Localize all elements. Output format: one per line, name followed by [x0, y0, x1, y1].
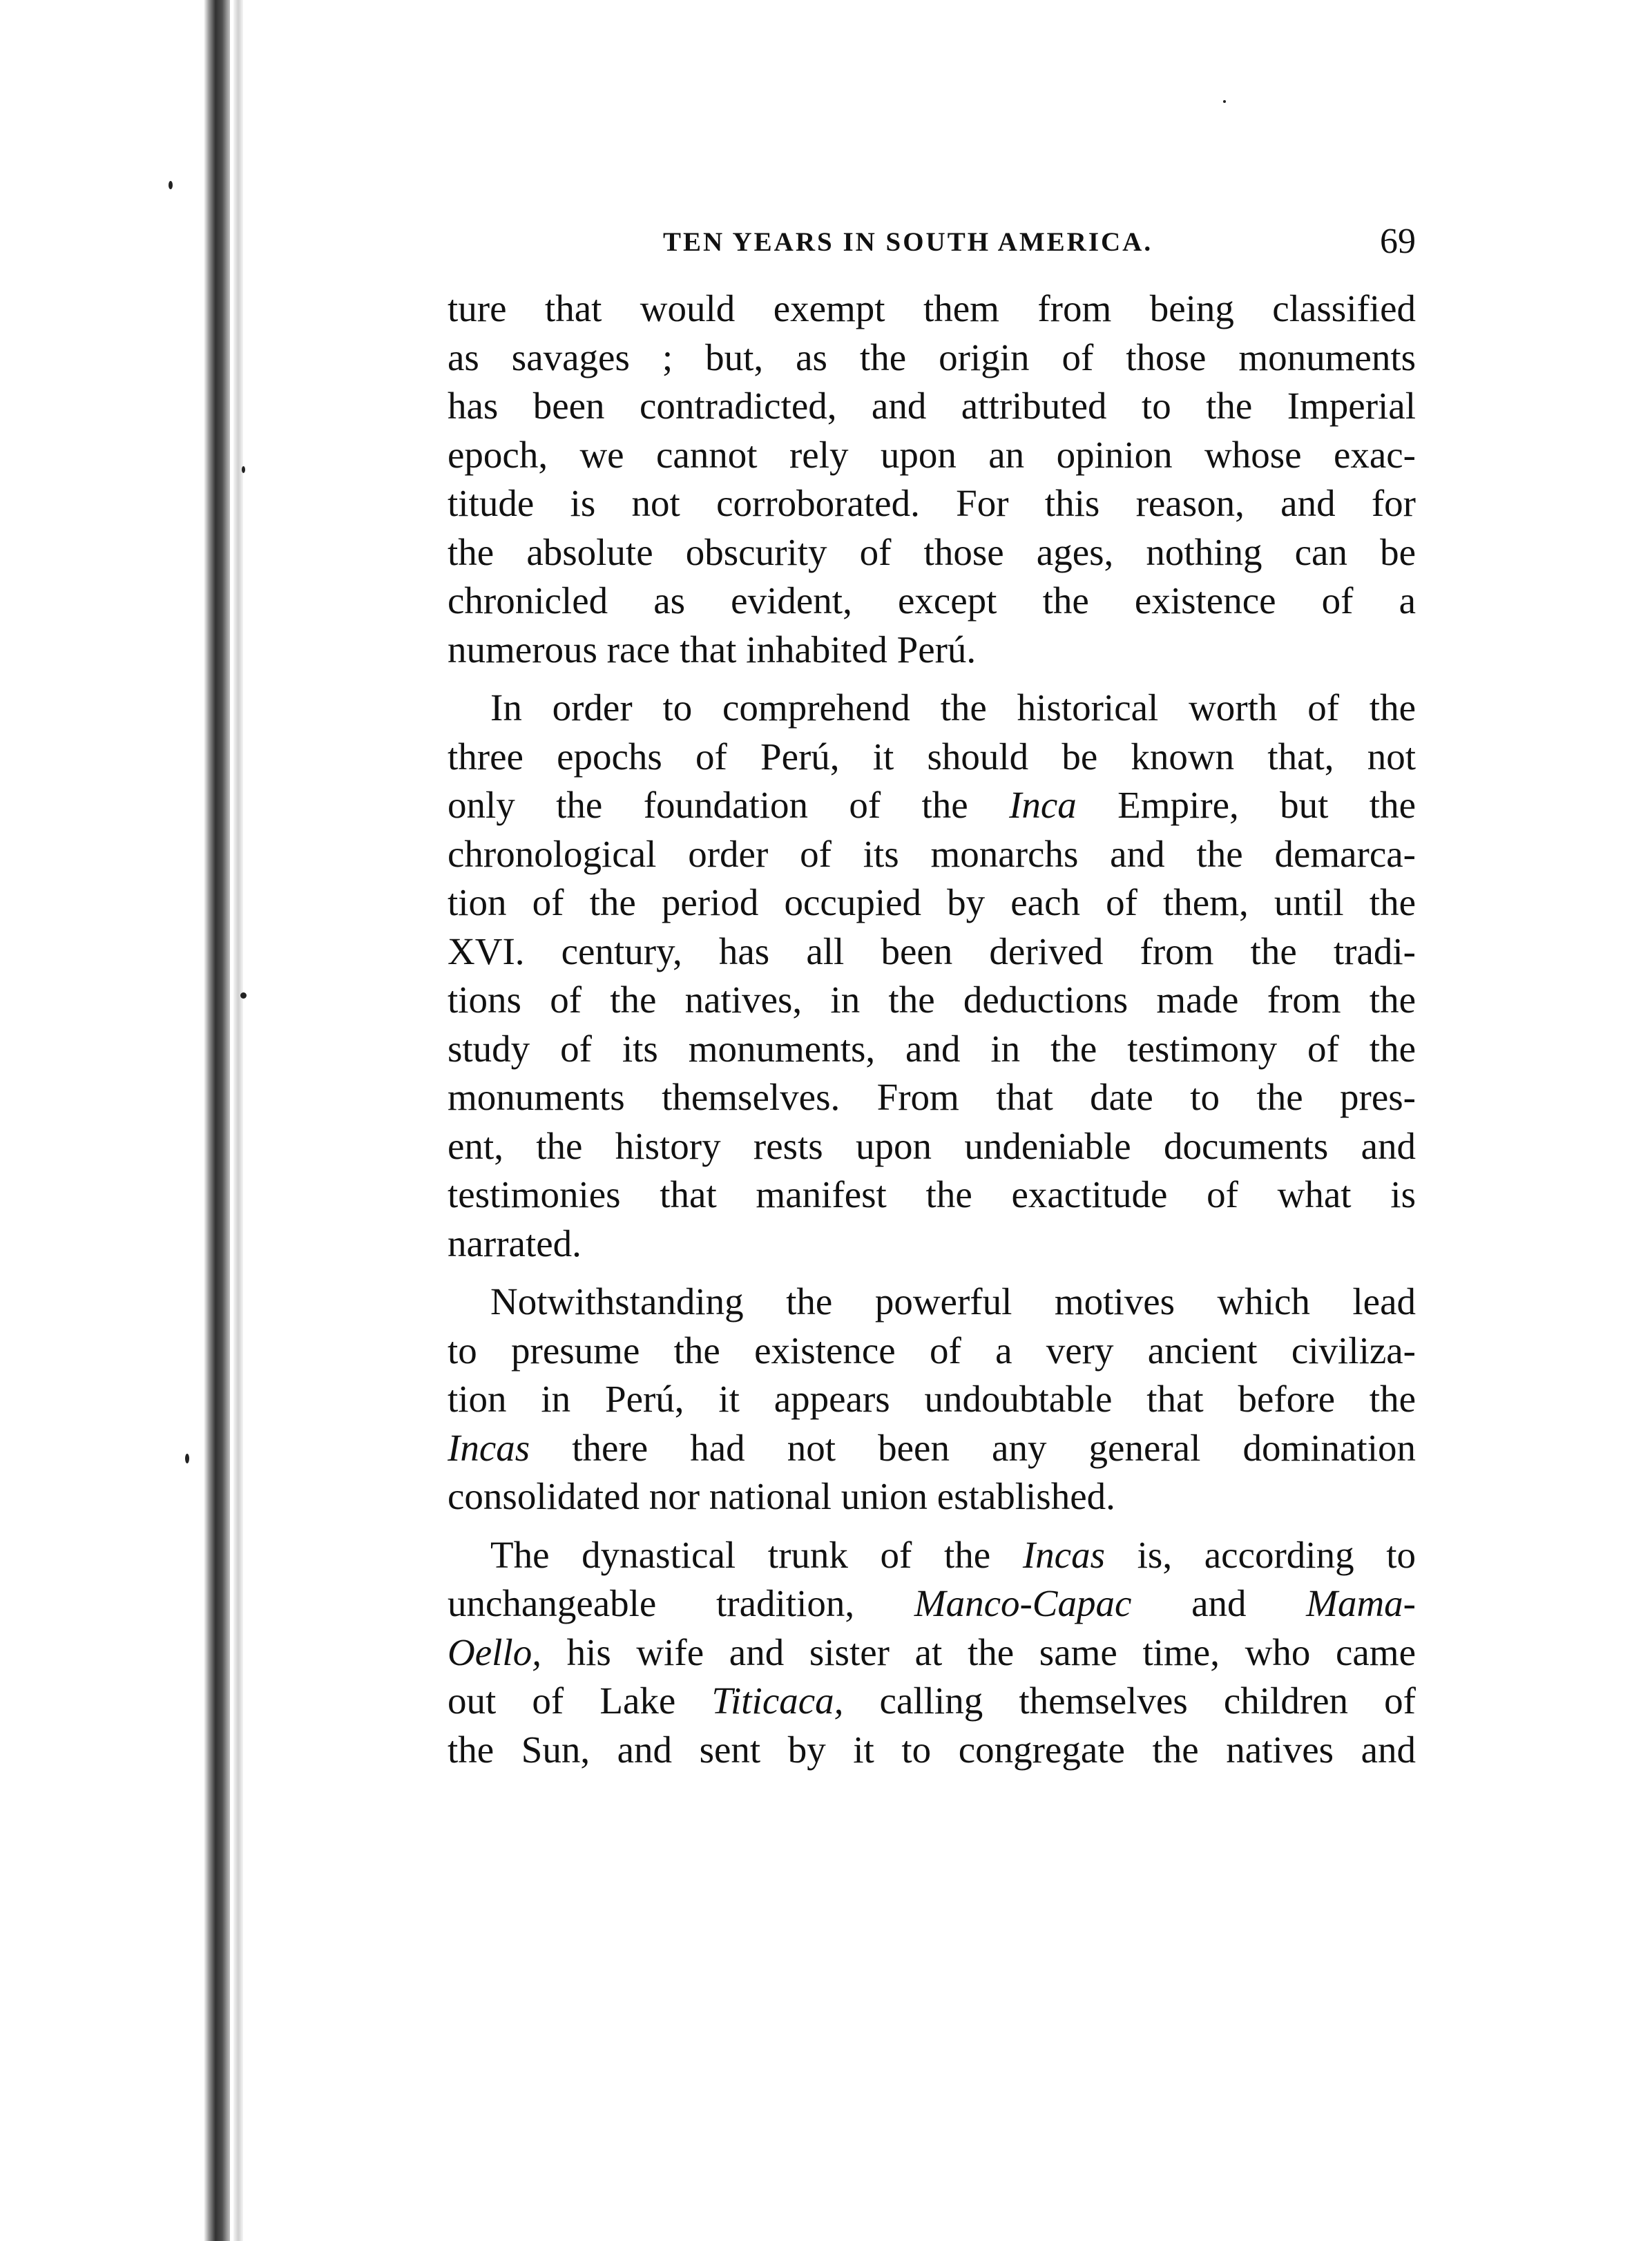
text-line: [448, 626, 1416, 675]
book-page: [448, 214, 1416, 1774]
text-line: [448, 684, 1416, 733]
text-line: [448, 1579, 1416, 1628]
text-run: chronicled as evident, except the existence of a: [448, 579, 1416, 622]
text-run: Notwithstanding the powerful motives which lead: [490, 1280, 1416, 1323]
text-line: [448, 1025, 1416, 1074]
italic-text: Incas: [1022, 1533, 1105, 1576]
text-line: [448, 1327, 1416, 1376]
text-line: [448, 1726, 1416, 1775]
text-run: titude is not corroborated. For this reason, and for: [448, 482, 1416, 524]
binding-shadow: [233, 0, 243, 2241]
text-line: [448, 1171, 1416, 1220]
paragraph: [448, 285, 1416, 674]
text-run: there had not been any general domination: [530, 1426, 1416, 1469]
text-run: the absolute obscurity of those ages, nothing can be: [448, 530, 1416, 573]
scan-speck: [1223, 100, 1226, 103]
italic-text: Manco-Capac: [914, 1582, 1132, 1624]
paragraph-gap: [448, 1521, 1416, 1531]
text-line: [448, 878, 1416, 927]
text-run: XVI. century, has all been derived from the tradi-: [448, 930, 1416, 972]
text-line: [448, 733, 1416, 782]
text-line: [448, 1677, 1416, 1726]
text-run: only the foundation of the: [448, 784, 1010, 826]
text-run: calling themselves children of: [843, 1680, 1416, 1722]
text-run: unchangeable tradition,: [448, 1582, 914, 1624]
text-run: epoch, we cannot rely upon an opinion whose exac-: [448, 433, 1416, 476]
text-line: [448, 1628, 1416, 1677]
text-line: [448, 382, 1416, 431]
paragraph-gap: [448, 1268, 1416, 1278]
text-run: chronological order of its monarchs and the demarca-: [448, 832, 1416, 875]
body-text: [448, 285, 1416, 1774]
paragraph: [448, 1531, 1416, 1775]
text-line: [448, 1278, 1416, 1327]
text-run: is, according to: [1105, 1533, 1416, 1576]
italic-text: Oello,: [448, 1631, 541, 1673]
text-run: numerous race that inhabited Perú.: [448, 628, 977, 671]
text-line: [448, 334, 1416, 383]
text-run: his wife and sister at the same time, who came: [541, 1631, 1416, 1673]
text-run: The dynastical trunk of the: [490, 1533, 1023, 1576]
paragraph: [448, 684, 1416, 1268]
italic-text: Inca: [1009, 784, 1077, 826]
text-run: tion in Perú, it appears undoubtable that before the: [448, 1378, 1416, 1420]
running-head: [448, 214, 1416, 269]
text-run: to presume the existence of a very ancient civiliza-: [448, 1329, 1416, 1372]
text-line: [448, 1424, 1416, 1473]
text-line: [448, 1472, 1416, 1521]
italic-text: Incas: [448, 1426, 530, 1469]
text-run: as savages ; but, as the origin of those monuments: [448, 336, 1416, 378]
text-run: tions of the natives, in the deductions made from the: [448, 979, 1416, 1021]
scan-speck: [240, 992, 247, 999]
text-run: study of its monuments, and in the testimony of the: [448, 1027, 1416, 1070]
text-run: out of Lake: [448, 1680, 712, 1722]
text-run: consolidated nor national union established.: [448, 1475, 1115, 1517]
page-number: 69: [1380, 222, 1416, 261]
text-line: [448, 577, 1416, 626]
paragraph-gap: [448, 674, 1416, 684]
text-line: [448, 1073, 1416, 1122]
text-run: Empire, but the: [1076, 784, 1416, 826]
binding-edge: [204, 0, 230, 2241]
text-line: [448, 479, 1416, 528]
text-run: In order to comprehend the historical worth of the: [490, 686, 1416, 729]
text-run: the Sun, and sent by it to congregate the natives and: [448, 1728, 1416, 1771]
text-line: [448, 1531, 1416, 1580]
text-line: [448, 528, 1416, 577]
text-run: three epochs of Perú, it should be known that, not: [448, 735, 1416, 778]
text-line: [448, 781, 1416, 830]
text-run: and: [1131, 1582, 1307, 1624]
scan-speck: [185, 1454, 189, 1463]
text-run: has been contradicted, and attributed to the Imperial: [448, 385, 1416, 427]
running-head-title: TEN YEARS IN SOUTH AMERICA.: [663, 227, 1153, 257]
text-run: tion of the period occupied by each of them, until the: [448, 881, 1416, 923]
text-line: [448, 1375, 1416, 1424]
text-line: [448, 1220, 1416, 1269]
scan-speck: [169, 181, 173, 189]
text-run: testimonies that manifest the exactitude of what is: [448, 1173, 1416, 1215]
text-run: ture that would exempt them from being classified: [448, 287, 1416, 329]
text-line: [448, 431, 1416, 480]
text-run: monuments themselves. From that date to the pres-: [448, 1076, 1416, 1118]
text-run: ent, the history rests upon undeniable documents and: [448, 1124, 1416, 1167]
text-line: [448, 285, 1416, 334]
text-run: narrated.: [448, 1222, 582, 1264]
text-line: [448, 976, 1416, 1025]
text-line: [448, 1122, 1416, 1171]
text-line: [448, 927, 1416, 977]
italic-text: Titicaca,: [711, 1680, 844, 1722]
text-line: [448, 830, 1416, 879]
paragraph: [448, 1278, 1416, 1521]
italic-text: Mama-: [1306, 1582, 1416, 1624]
scan-speck: [242, 466, 245, 473]
